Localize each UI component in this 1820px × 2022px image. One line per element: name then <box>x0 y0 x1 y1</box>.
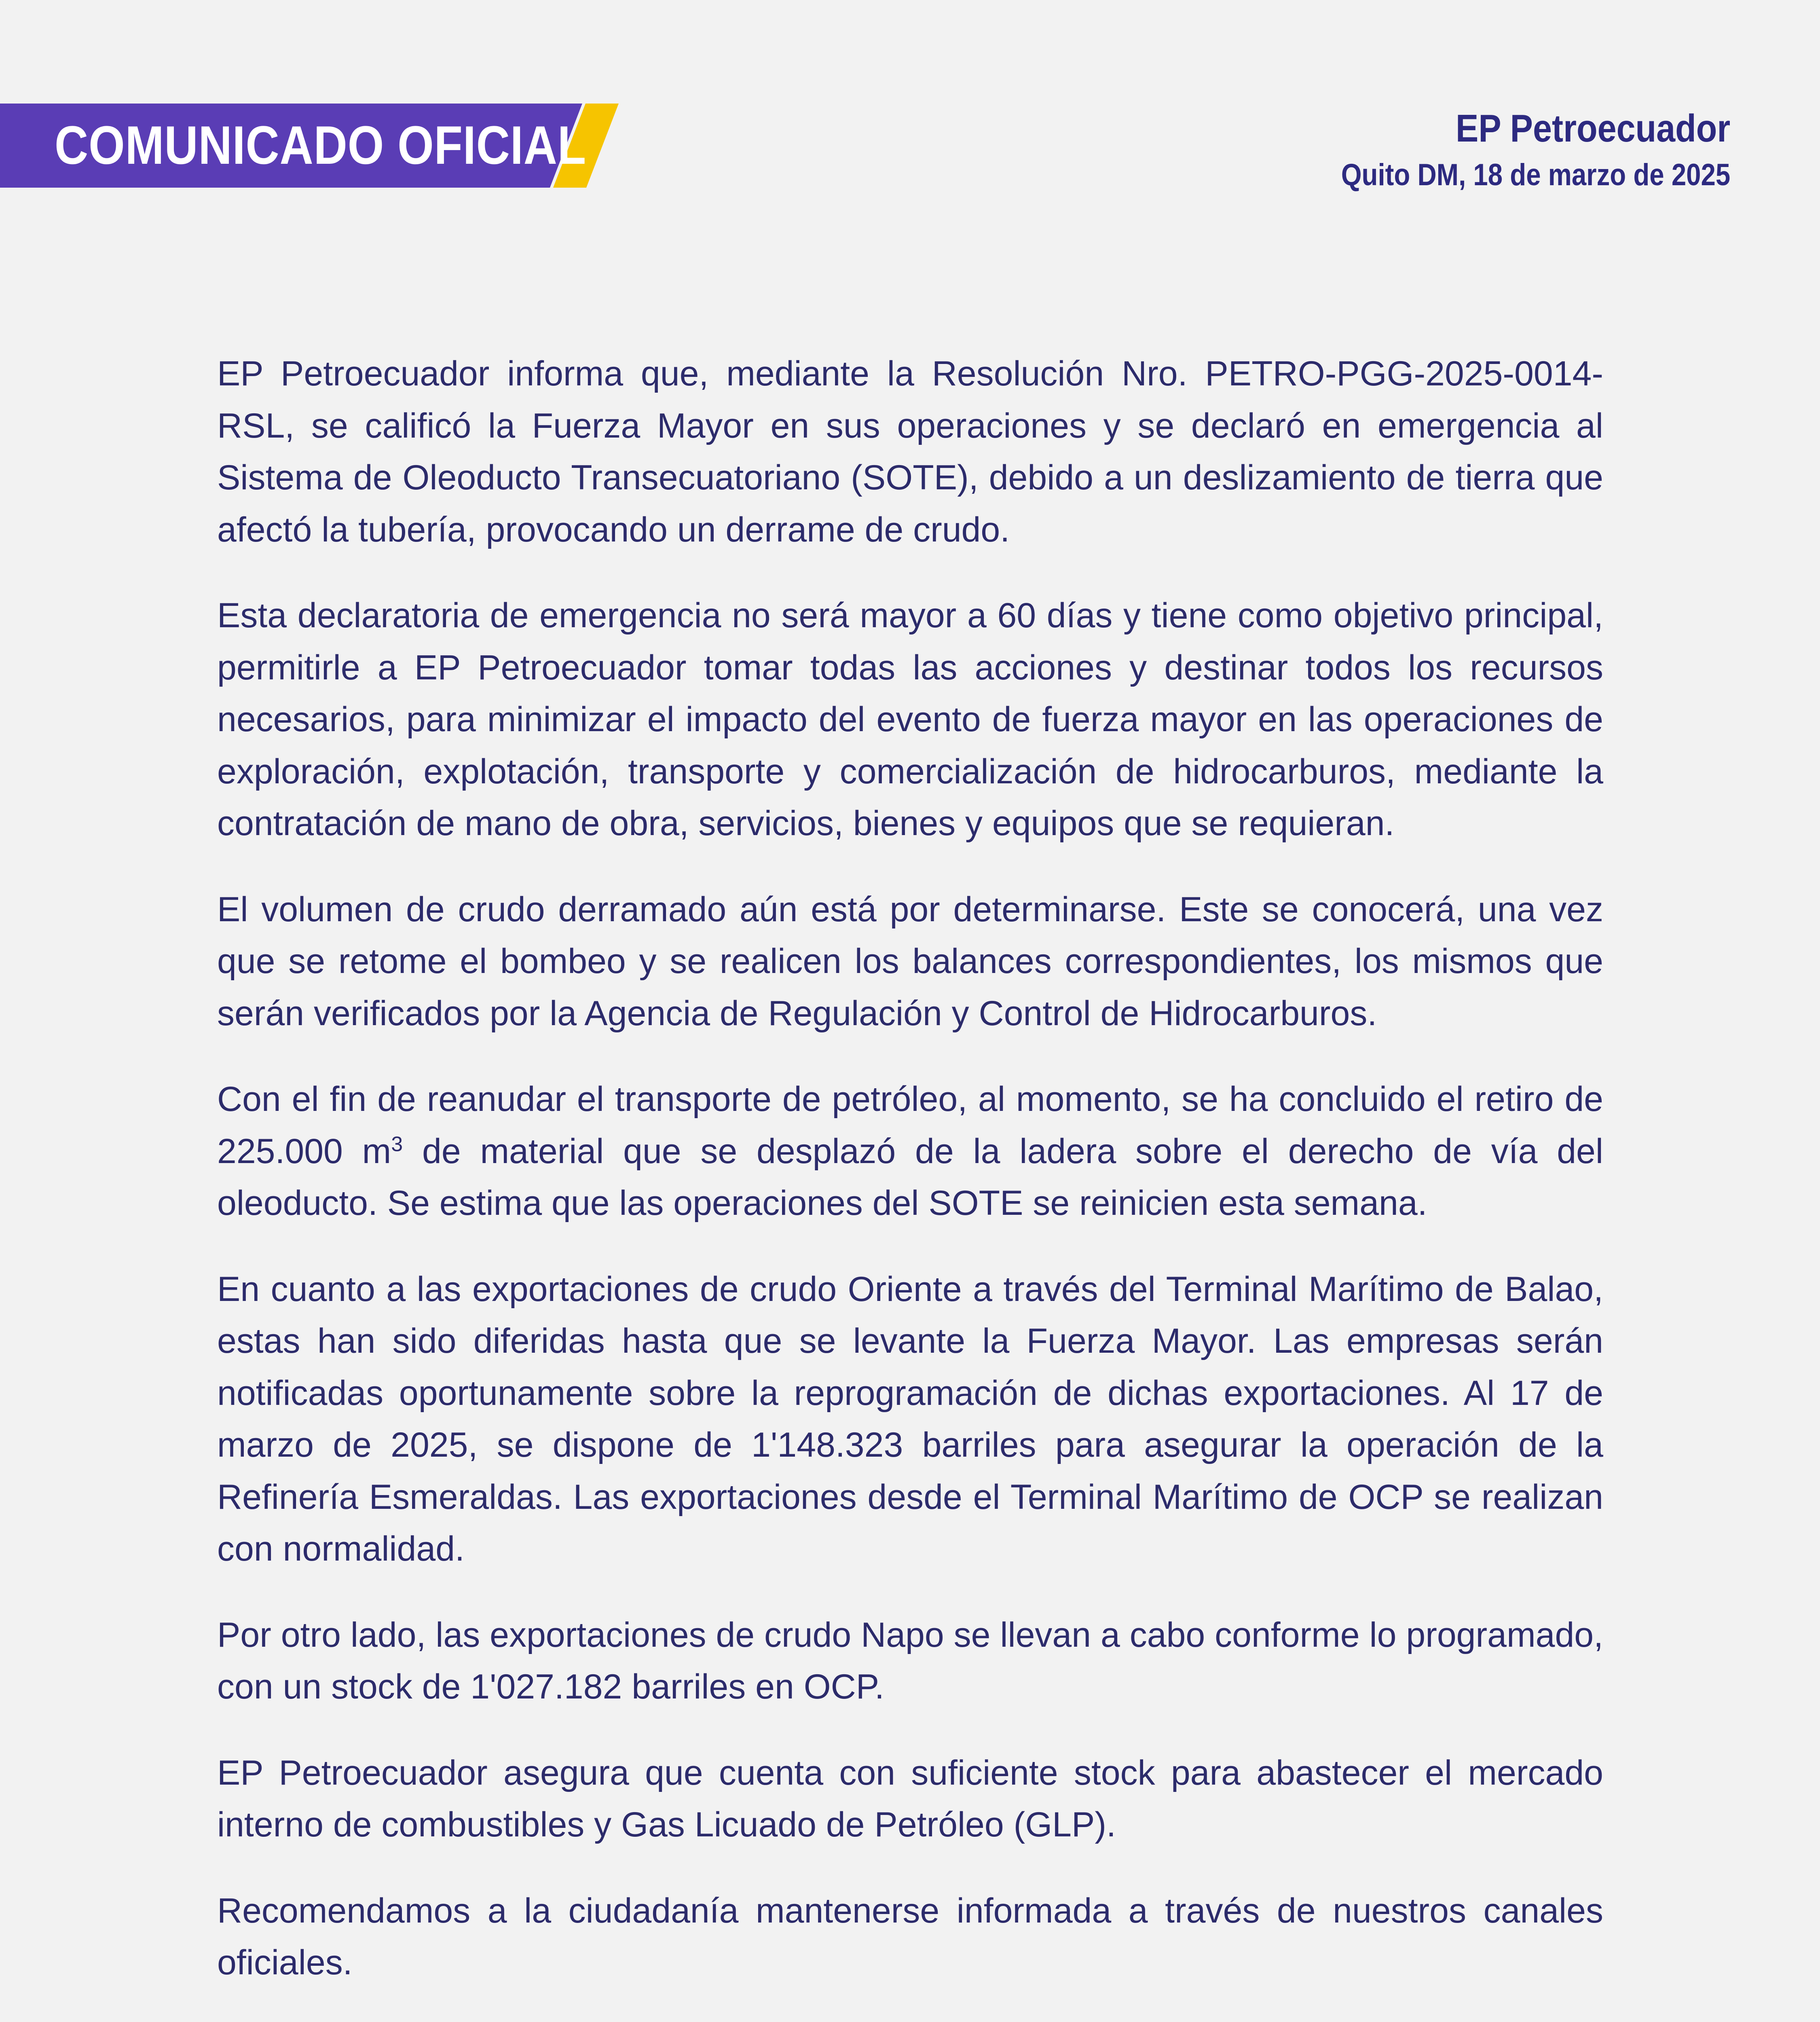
place-date: Quito DM, 18 de marzo de 2025 <box>1341 158 1730 192</box>
header-banner <box>0 104 619 188</box>
paragraph-5: En cuanto a las exportaciones de crudo Oriente a través del Terminal Marítimo de Balao, estas han sido diferidas hasta que se levante la Fuerza Mayor. Las empresas serán notificadas oportunamente sobre la reprogramación de dichas exportaciones. Al 17 de marzo de 2025, se dispone de 1'148.323 barriles para asegurar la operación de la Refinería Esmeraldas. Las exportaciones desde el Terminal Marítimo de OCP se realizan con normalidad. <box>217 1269 1603 1568</box>
paragraph-6: Por otro lado, las exportaciones de crudo Napo se llevan a cabo conforme lo programado, con un stock de 1'027.182 barriles en OCP. <box>217 1615 1603 1706</box>
paragraph-3: El volumen de crudo derramado aún está por determinarse. Este se conocerá, una vez que se retome el bombeo y se realicen los balances correspondientes, los mismos que serán verificados por la Agencia de Regulación y Control de Hidrocarburos. <box>217 890 1603 1033</box>
press-release-body <box>217 348 1603 2022</box>
organization-name: EP Petroecuador <box>1455 107 1730 150</box>
banner-title: COMUNICADO OFICIAL <box>55 115 587 176</box>
paragraph-2: Esta declaratoria de emergencia no será mayor a 60 días y tiene como objetivo principal, permitirle a EP Petroecuador tomar todas las acciones y destinar todos los recursos necesarios, para minimizar el impacto del evento de fuerza mayor en las operaciones de exploración, explotación, transporte y comercialización de hidrocarburos, mediante la contratación de mano de obra, servicios, bienes y equipos que se requieran. <box>217 596 1603 843</box>
paragraph-7: EP Petroecuador asegura que cuenta con suficiente stock para abastecer el mercado interno de combustibles y Gas Licuado de Petróleo (GLP). <box>217 1753 1603 1844</box>
paragraph-4-part-b: de material que se desplazó de la ladera sobre el derecho de vía del oleoducto. Se estima que las operaciones del SOTE se reinicien esta semana. <box>217 1132 1603 1223</box>
cubic-superscript: 3 <box>391 1132 403 1156</box>
paragraph-4 <box>217 1073 1603 1229</box>
paragraph-1: EP Petroecuador informa que, mediante la Resolución Nro. PETRO-PGG-2025-0014-RSL, se calificó la Fuerza Mayor en sus operaciones y se declaró en emergencia al Sistema de Oleoducto Transecuatoriano (SOTE), debido a un deslizamiento de tierra que afectó la tubería, provocando un derrame de crudo. <box>217 354 1603 549</box>
paragraph-8: Recomendamos a la ciudadanía mantenerse informada a través de nuestros canales oficiales. <box>217 1891 1603 1982</box>
paragraph-4-part-a: Con el fin de reanudar el transporte de petróleo, al momento, se ha concluido el retiro de 225.000 m <box>217 1080 1603 1171</box>
header-organization-block <box>1278 104 1730 197</box>
